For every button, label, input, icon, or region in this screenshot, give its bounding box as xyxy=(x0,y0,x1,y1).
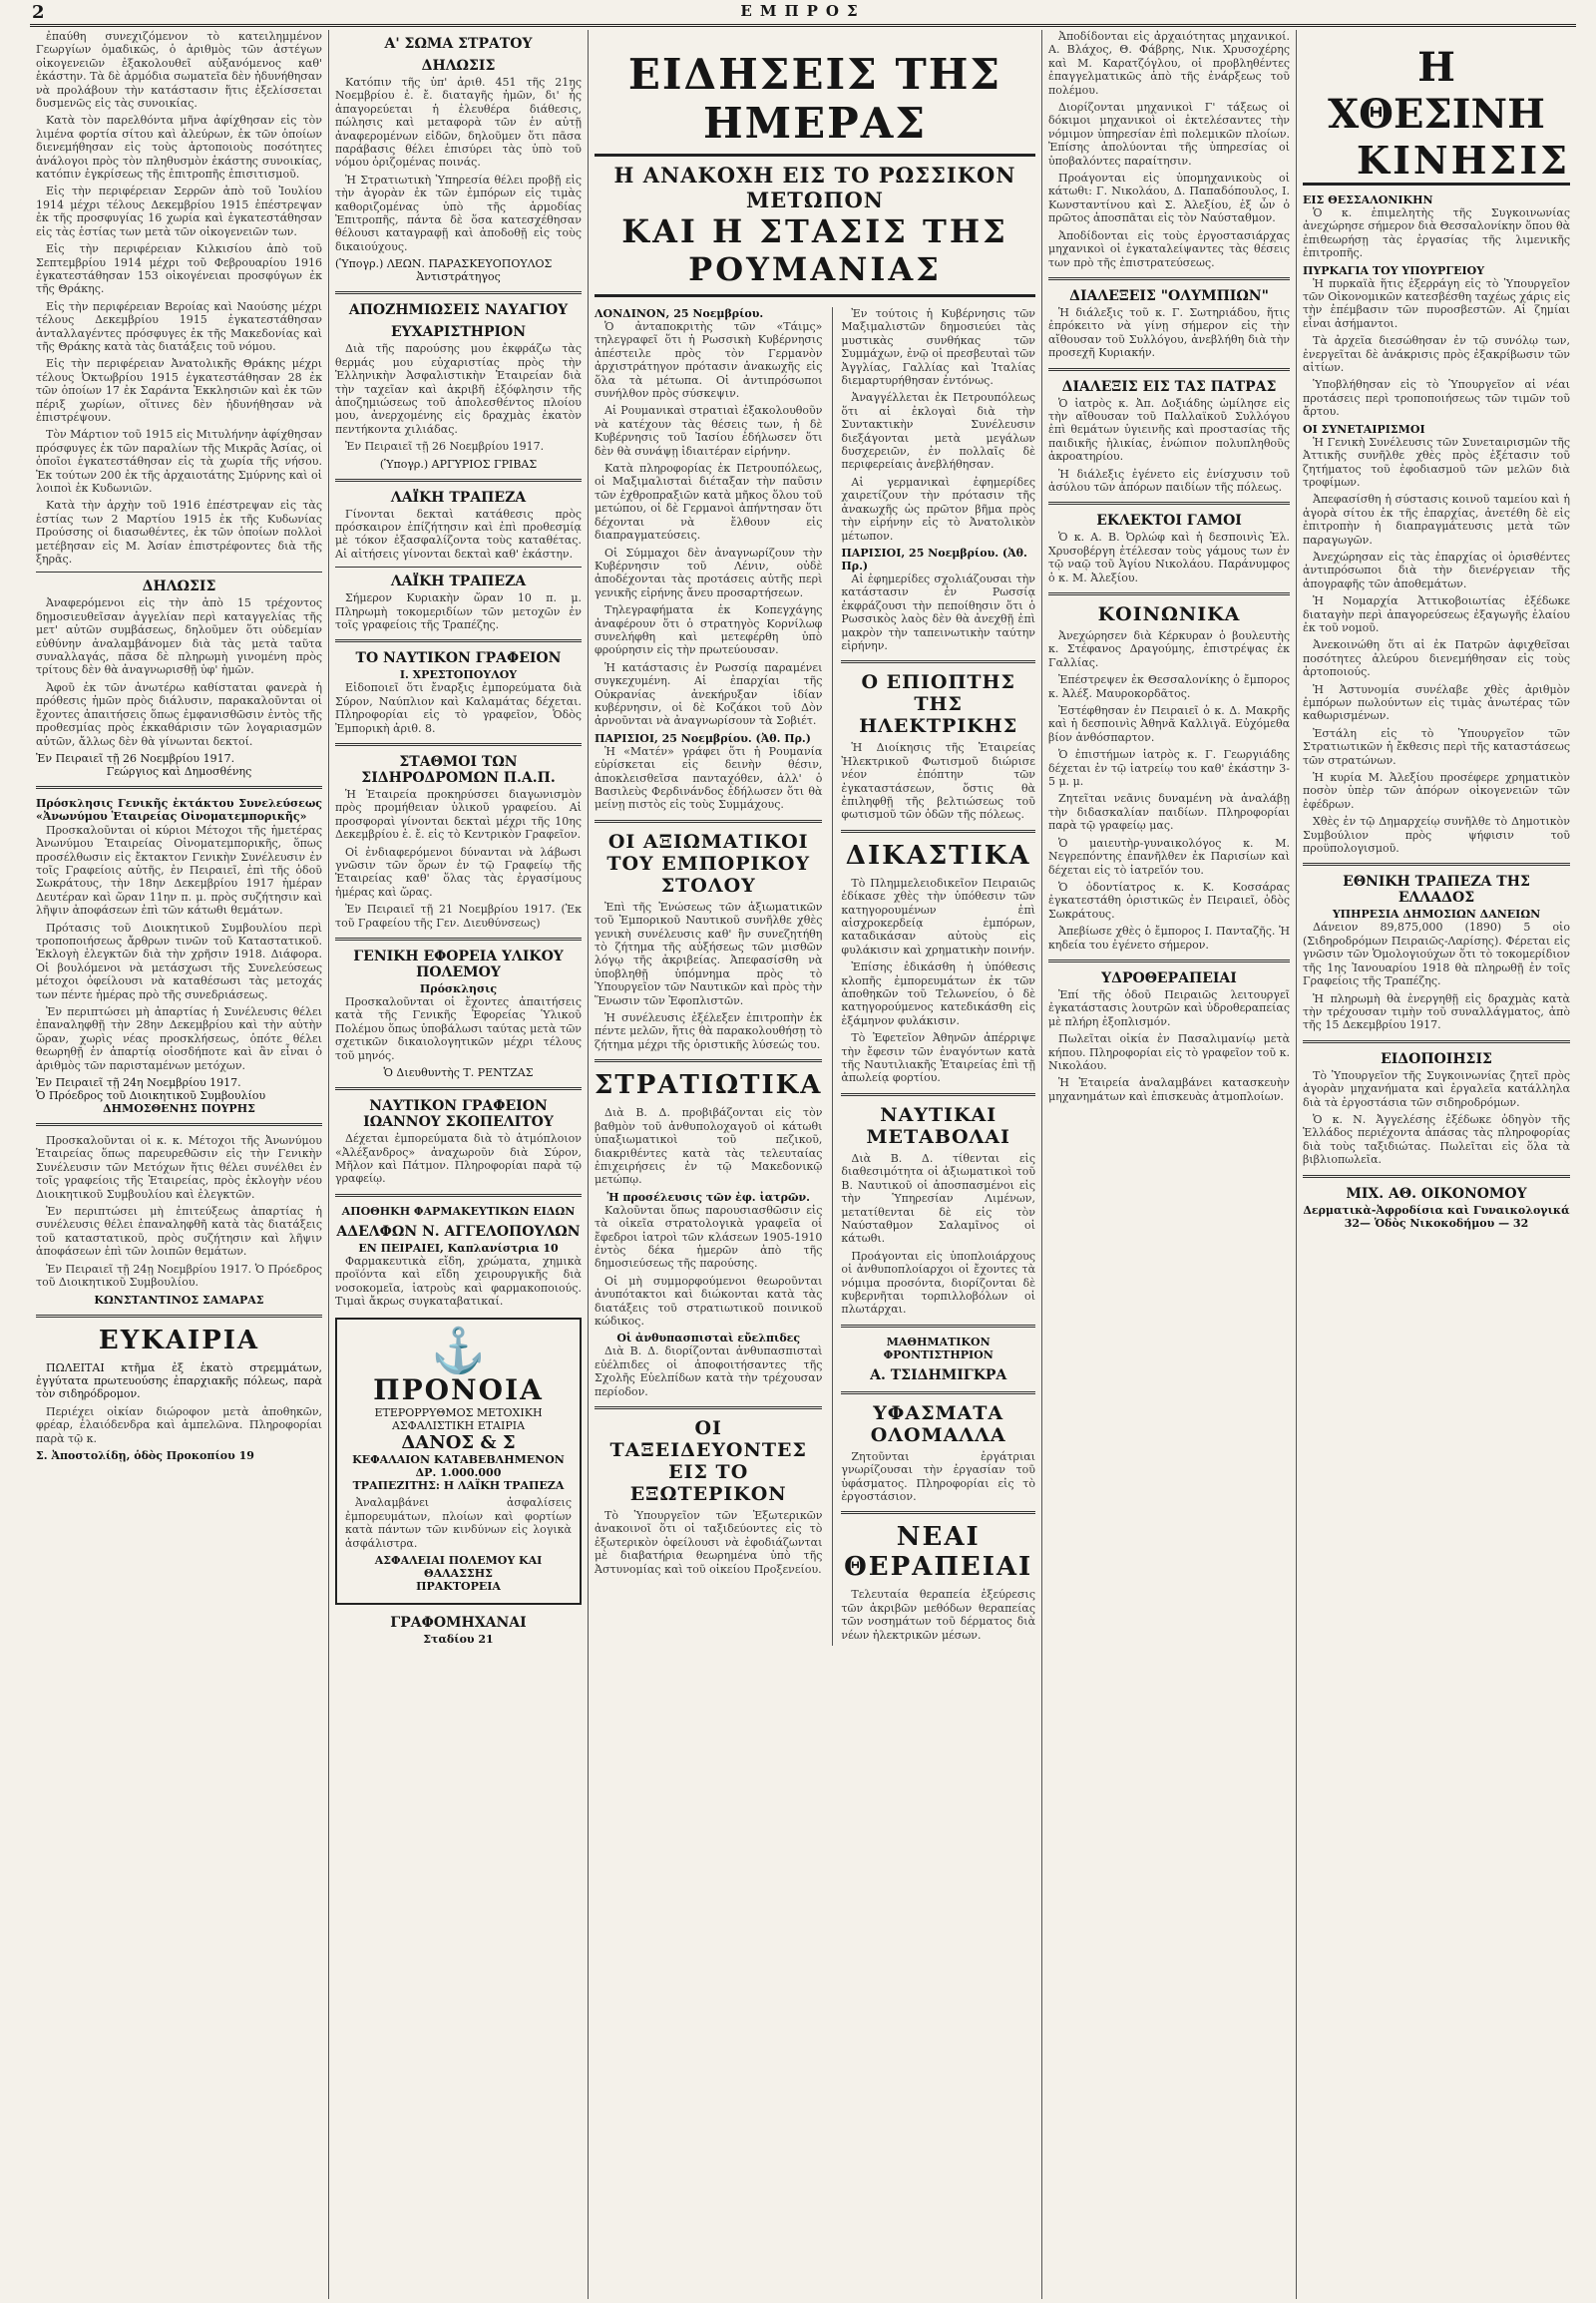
naftikon1-name: Ι. ΧΡΕΣΤΟΠΟΥΛΟΥ xyxy=(399,668,518,682)
sign-parask: (Ὑπογρ.) ΛΕΩΝ. ΠΑΡΑΣΚΕΥΟΠΟΥΛΟΣ xyxy=(335,257,553,271)
pharmaka-addr: ΕΝ ΠΕΙΡΑΙΕΙ, Καπλανίστρια 10 xyxy=(358,1241,559,1255)
kinisis-title2: ΚΙΝΗΣΙΣ xyxy=(1303,138,1570,186)
news-subtitle2: ΚΑΙ Η ΣΤΑΣΙΣ ΤΗΣ ΡΟΥΜΑΝΙΑΣ xyxy=(595,212,1035,297)
ethniki-sub: ΥΠΗΡΕΣΙΑ ΔΗΜΟΣΙΩΝ ΔΑΝΕΙΩΝ xyxy=(1332,908,1541,922)
laiki1-heading: ΛΑΪΚΗ ΤΡΑΠΕΖΑ xyxy=(390,489,527,506)
signature-pouris: ΔΗΜΟΣΘΕΝΗΣ ΠΟΥΡΗΣ xyxy=(103,1102,255,1116)
sign-parask-title: Ἀντιστράτηγος xyxy=(416,270,501,284)
genikh-eforeia-heading: ΓΕΝΙΚΗ ΕΦΟΡΕΙΑ ΥΛΙΚΟΥ ΠΟΛΕΜΟΥ xyxy=(353,949,564,981)
h-diaskepseis: ΔΙΑΛΕΞΕΙΣ "ΟΛΥΜΠΙΩΝ" xyxy=(1069,287,1269,304)
column-1: ἐπαύθη συνεχιζόμενον τὸ κατειλημμένον Γεωργίων ὁμαδικῶς, ὁ ἀριθμὸς τῶν ἀστέγων οἰκογενειῶν ἐξακολουθεῖ αὐξανόμενος καθ' ἑκάστην. Τὰ δὲ ἀρμόδια σωματεῖα δὲν ἠδυνήθησαν νὰ προλάβουν τὴν κατάστασιν ἥτις ἐξελίσσεται δυσμενῶς εἰς τὰς συνοικίας. Κατὰ τὸν παρελθόντα μῆνα ἀφίχθησαν εἰς τὸν λιμένα φορτία σίτου καὶ ἀλεύρων, ἐκ τῶν ὁποίων διενεμήθησαν εἰς τοὺς ἀρτοποιοὺς ποσότητες ἀνάλογοι πρὸς τὸν πληθυσμὸν ἑκάστης συνοικίας, κατόπιν ἐγκρίσεως τῆς ἐπιτροπῆς ἐπισιτισμοῦ. Εἰς τὴν περιφέρειαν Σερρῶν ἀπὸ τοῦ Ἰουλίου 1914 μέχρι τέλους Δεκεμβρίου 1915 ἐπέστρεψαν ἐκ τῆς προσφυγίας 16 χωρία καὶ ἐγκατεστάθησαν εἰς τὰς ἑστίας των μετὰ τῶν οἰκογενειῶν των. Εἰς τὴν περιφέρειαν Κιλκισίου ἀπὸ τοῦ Σεπτεμβρίου 1914 μέχρι τοῦ Φεβρουαρίου 1916 ἐγκατεστάθησαν 153 οἰκογένειαι προσφύγων ἐκ τῆς Θράκης. Εἰς τὴν περιφέρειαν Βεροίας καὶ Ναούσης μέχρι τέλους Δεκεμβρίου 1915 ἐγκατεστάθησαν ἀνταλλαγέντες πρόσφυγες ἐκ τῆς Μακεδονίας καὶ τῆς Θράκης κατὰ τὰς διατάξεις τοῦ νόμου. Εἰς τὴν περιφέρειαν Ἀνατολικῆς Θράκης μέχρι τέλους Ὀκτωβρίου 1915 ἐγκατεστάθησαν 28 ἐκ τῶν ὁποίων 17 ἐκ Σαράντα Ἐκκλησιῶν καὶ ἐκ τῶν πέριξ χωρίων, οἵτινες δὲν ἠδυνήθησαν νὰ ἐπιστρέψουν. Τὸν Μάρτιον τοῦ 1915 εἰς Μιτυλήνην ἀφίχθησαν πρόσφυγες ἐκ τῶν παραλίων τῆς Μικρᾶς Ἀσίας, οἱ ὁποῖοι ἐγκατεστάθησαν εἰς τὰ χωρία τῆς νήσου. Ἐκ τούτων 200 ἐκ τῆς ἀρχαιοτάτης Σμύρνης καὶ οἱ λοιποὶ ἐκ Κυδωνιῶν. Κατὰ τὴν ἀρχὴν τοῦ 1916 ἐπέστρεψαν εἰς τὰς ἑστίας των 2 Μαρτίου 1915 ἐκ τῆς Κυδωνίας Προύσσης οἱ διασωθέντες, ἐκ τῶν ὁποίων πολλοὶ μετέβησαν εἰς Μ. Ἀσίαν ἐπιστρέφοντες διὰ τῆς ξηρᾶς. ΔΗΛΩΣΙΣ Ἀναφερόμενοι εἰς τὴν ἀπὸ 15 τρέχοντος δημοσιευθεῖσαν ἀγγελίαν περὶ καταγγελίας τῆς μετ' αὐτῶν συμβάσεως, δηλοῦμεν ὅτι οὐδεμίαν εὐθύνην ἀναλαμβάνομεν διὰ τὰς μετὰ ταῦτα συναλλαγάς, πᾶσα δὲ πληρωμὴ γινομένη πρὸς τρίτους δὲν θὰ ἀναγνωρισθῇ ὑφ' ἡμῶν. Ἀφοῦ ἐκ τῶν ἀνωτέρω καθίσταται φανερὰ ἡ πρόθεσις ἡμῶν πρὸς διάλυσιν, παρακαλοῦνται οἱ ἔχοντες ἀπαιτήσεις ὅπως ἐμφανισθῶσιν ἐντὸς τῆς προθεσμίας πρὸς ἐκκαθάρισιν τῶν λογαριασμῶν αὐτῶν, ἄλλως δὲν θὰ γίνωνται δεκτοί. Ἐν Πειραιεῖ τῇ 26 Νοεμβρίου 1917. Γεώργιος καὶ Δημοσθένης Πρόσκλησις Γενικῆς ἐκτάκτου Συνελεύσεως «Ἀνωνύμου Ἑταιρείας Οἰνοματεμπορικῆς» Προσκαλοῦνται οἱ κύριοι Μέτοχοι τῆς ἡμετέρας Ἀνωνύμου Ἑταιρείας Οἰνοματεμπορικῆς, ὅπως προσέλθωσιν εἰς ἔκτακτον Γενικὴν Συνέλευσιν ἐν τοῖς Γραφείοις αὐτῆς, ἐν Πειραιεῖ, ἐπὶ τῆς ὁδοῦ Σωκράτους, τὴν 18ην Δεκεμβρίου 1917 ἡμέραν Δευτέραν καὶ ὥραν 11ην π. μ. πρὸς συζήτησιν καὶ λῆψιν ἀποφάσεων ἐπὶ τῶν κάτωθι θεμάτων. Πρότασις τοῦ Διοικητικοῦ Συμβουλίου περὶ τροποποιήσεως ἄρθρων τινῶν τοῦ Καταστατικοῦ. Ἐκλογὴ ἐλεγκτῶν διὰ τὴν χρῆσιν 1918. Διάφορα. Οἱ βουλόμενοι νὰ μετάσχωσι τῆς Συνελεύσεως μέτοχοι ὀφείλουσι νὰ καταθέσωσι τὰς μετοχάς των πέντε ἡμέρας πρὸ τῆς συνεδριάσεως. Ἐν περιπτώσει μὴ ἀπαρτίας ἡ Συνέλευσις θέλει ἐπαναληφθῇ τὴν 28ην Δεκεμβρίου καὶ τὴν αὐτὴν ὥραν, χωρὶς νέας προσκλήσεως, ὁπότε θέλει θεωρηθῇ ἐν ἀπαρτίᾳ οἱοσδήποτε καὶ ἂν εἶναι ὁ ἀριθμὸς τῶν παρισταμένων μετόχων. Ἐν Πειραιεῖ τῇ 24η Νοεμβρίου 1917. Ὁ Πρόεδρος τοῦ Διοικητικοῦ Συμβουλίου ΔΗΜΟΣΘΕΝΗΣ ΠΟΥΡΗΣ Προσκαλοῦνται οἱ κ. κ. Μέτοχοι τῆς Ἀνωνύμου Ἑταιρείας ὅπως παρευρεθῶσιν εἰς τὴν Γενικὴν Συνέλευσιν τῶν Μετόχων ἥτις θέλει συνέλθει ἐν τοῖς γραφείοις τῆς Ἑταιρείας, πρὸς ἐκλογὴν νέου Διοικητικοῦ Συμβουλίου καὶ ἐλεγκτῶν. Ἐν περιπτώσει μὴ ἐπιτεύξεως ἀπαρτίας ἡ συνέλευσις θέλει ἐπαναληφθῆ κατὰ τὰς διατάξεις τοῦ καταστατικοῦ, πρὸς συζήτησιν καὶ λῆψιν ἀποφάσεων ἐπὶ τῶν λοιπῶν θεμάτων. Ἐν Πειραιεῖ τῇ 24ῃ Νοεμβρίου 1917. Ὁ Πρόεδρος τοῦ Διοικητικοῦ Συμβουλίου. ΚΩΝΣΤΑΝΤΙΝΟΣ ΣΑΜΑΡΑΣ ΕΥΚΑΙΡΙΑ ΠΩΛΕΙΤΑΙ κτῆμα ἐξ ἑκατὸ στρεμμάτων, ἐγγύτατα πρωτευούσης ἐπαρχιακῆς πόλεως, παρὰ τὸν σιδηρόδρομον. Περιέχει οἰκίαν διώροφον μετὰ ἀποθηκῶν, φρέαρ, ἐλαιόδενδρα καὶ ἀμπελῶνα. Πληροφορίαι παρὰ τῷ κ. Σ. Ἀποστολίδῃ, ὁδὸς Προκοπίου 19 xyxy=(30,30,329,2299)
h-syntagmatarxis: ΟΙ ΣΥΝΕΤΑΙΡΙΣΜΟΙ xyxy=(1303,422,1425,436)
apozimioseis-heading: ΑΠΟΖΗΜΙΩΣΕΙΣ ΝΑΥΑΓΙΟΥ xyxy=(348,302,569,319)
graph-title: ΓΡΑΦΟΜΗΧΑΝΑΙ xyxy=(390,1614,527,1631)
newspaper-page xyxy=(30,0,1576,2303)
h-taxideuontes: ΟΙ ΤΑΞΕΙΔΕΥΟΝΤΕΣ ΕΙΣ ΤΟ ΕΞΩΤΕΡΙΚΟΝ xyxy=(609,1417,807,1505)
h-dikastika: ΔΙΚΑΣΤΙΚΑ xyxy=(845,840,1031,871)
masthead xyxy=(30,4,1576,27)
pronoia-sub: ΕΤΕΡΟΡΡΥΘΜΟΣ ΜΕΤΟΧΙΚΗ ΑΣΦΑΛΙΣΤΙΚΗ ΕΤΑΙΡΙΑ xyxy=(374,1406,543,1433)
h-axiomatikoi: ΟΙ ΑΞΙΩΜΑΤΙΚΟΙ ΤΟΥ ΕΜΠΟΡΙΚΟΥ ΣΤΟΛΟΥ xyxy=(606,830,811,897)
pronoia-office: ΠΡΑΚΤΟΡΕΙΑ xyxy=(416,1579,501,1593)
pronoia-ad: ⚓ ΠΡΟΝΟΙΑ ΕΤΕΡΟΡΡΥΘΜΟΣ ΜΕΤΟΧΙΚΗ ΑΣΦΑΛΙΣΤΙΚΗ ΕΤΑΙΡΙΑ ΔΑΝΟΣ & Σ ΚΕΦΑΛΑΙΟΝ ΚΑΤΑΒΕΒΛΗΜΕΝΟΝ ΔΡ. 1.000.000 ΤΡΑΠΕΖΙΤΗΣ: Η ΛΑΪΚΗ ΤΡΑΠΕΖΑ Ἀναλαμβάνει ἀσφαλίσεις ἐμπορευμάτων, πλοίων καὶ φορτίων κατὰ πάντων τῶν κινδύνων εἰς λογικὰ ἀσφάλιστρα. ΑΣΦΑΛΕΙΑΙ ΠΟΛΕΜΟΥ ΚΑΙ ΘΑΛΑΣΣΗΣ ΠΡΑΚΤΟΡΕΙΑ xyxy=(335,1318,582,1605)
signature-1: Γεώργιος καὶ Δημοσθένης xyxy=(106,764,252,778)
dilosis-heading: ΔΗΛΩΣΙΣ xyxy=(142,578,216,595)
news-title: ΕΙΔΗΣΕΙΣ ΤΗΣ ΗΜΕΡΑΣ xyxy=(595,50,1035,157)
column-2: Α' ΣΩΜΑ ΣΤΡΑΤΟΥ ΔΗΛΩΣΙΣ Κατόπιν τῆς ὑπ' ἀριθ. 451 τῆς 21ης Νοεμβρίου ἐ. ἔ. διαταγῆς ἡμῶν, δι' ἧς ἀπαγορεύεται ἡ ἐλευθέρα διάθεσις, πώλησις καὶ μεταφορὰ τῶν ἐν αὐτῇ ἀναφερομένων εἰδῶν, δηλοῦμεν ὅτι πᾶσα παράβασις θέλει ἐπισύρει τὰς ὑπὸ τοῦ νόμου ὁριζομένας ποινάς. Ἡ Στρατιωτικὴ Ὑπηρεσία θέλει προβῇ εἰς τὴν ἀγορὰν ἐκ τῶν ἐμπόρων εἰς τιμὰς καθοριζομένας ὑπὸ τῆς ἁρμοδίας Ἐπιτροπῆς, πάντα δὲ ὅσα κατεσχέθησαν θέλουσι καταγραφῇ καὶ ἀποδοθῇ εἰς τοὺς δικαιούχους. (Ὑπογρ.) ΛΕΩΝ. ΠΑΡΑΣΚΕΥΟΠΟΥΛΟΣ Ἀντιστράτηγος ΑΠΟΖΗΜΙΩΣΕΙΣ ΝΑΥΑΓΙΟΥ ΕΥΧΑΡΙΣΤΗΡΙΟΝ Διὰ τῆς παρούσης μου ἐκφράζω τὰς θερμάς μου εὐχαριστίας πρὸς τὴν Ἑλληνικὴν Ἀσφαλιστικὴν Ἑταιρείαν διὰ τὴν ταχεῖαν καὶ ἀκριβῆ ἐξόφλησιν τῆς ἀποζημιώσεως τοῦ ἀπολεσθέντος πλοίου μου, ἀνερχομένης εἰς δραχμὰς ἑκατὸν πεντήκοντα χιλιάδας. Ἐν Πειραιεῖ τῇ 26 Νοεμβρίου 1917. (Ὑπογρ.) ΑΡΓΥΡΙΟΣ ΓΡΙΒΑΣ ΛΑΪΚΗ ΤΡΑΠΕΖΑ Γίνονται δεκταὶ κατάθεσις πρὸς πρόσκαιρον ἐπίζήτησιν καὶ ἐπὶ προθεσμίᾳ μὲ τόκον ἐξασφαλίζοντα τοὺς καταθέτας. Αἱ αἰτήσεις γίνονται δεκταὶ καθ' ἑκάστην. ΛΑΪΚΗ ΤΡΑΠΕΖΑ Σήμερον Κυριακὴν ὥραν 10 π. μ. Πληρωμὴ τοκομεριδίων τῶν μετοχῶν ἐν τοῖς γραφείοις τῆς Τραπέζης. ΤΟ ΝΑΥΤΙΚΟΝ ΓΡΑΦΕΙΟΝ Ι. ΧΡΕΣΤΟΠΟΥΛΟΥ Εἰδοποιεῖ ὅτι ἔναρξις ἐμπορεύματα διὰ Σύρον, Ναύπλιον καὶ Καλαμάτας δέχεται. Πληροφορίαι εἰς τὸ γραφεῖον, Ὁδὸς Ἐμπορικὴ ἀριθ. 8. ΣΤΑΘΜΟΙ ΤΩΝ ΣΙΔΗΡΟΔΡΟΜΩΝ Π.Α.Π. Ἡ Ἑταιρεία προκηρύσσει διαγωνισμὸν πρὸς προμήθειαν ὑλικοῦ γραφείου. Αἱ προσφοραὶ γίνονται δεκταὶ μέχρι τῆς 10ης Δεκεμβρίου ἐ. ἔ. εἰς τὸ Κεντρικὸν Γραφεῖον. Οἱ ἐνδιαφερόμενοι δύνανται νὰ λάβωσι γνῶσιν τῶν ὅρων ἐν τῷ Γραφείῳ τῆς Ἑταιρείας καθ' ὅλας τὰς ἐργασίμους ἡμέρας καὶ ὥρας. Ἐν Πειραιεῖ τῇ 21 Νοεμβρίου 1917. (Ἐκ τοῦ Γραφείου τῆς Γεν. Διευθύνσεως) ΓΕΝΙΚΗ ΕΦΟΡΕΙΑ ΥΛΙΚΟΥ ΠΟΛΕΜΟΥ Πρόσκλησις Προσκαλοῦνται οἱ ἔχοντες ἀπαιτήσεις κατὰ τῆς Γενικῆς Ἐφορείας Ὑλικοῦ Πολέμου ὅπως ὑποβάλωσι ταύτας μετὰ τῶν σχετικῶν δικαιολογητικῶν μέχρι τέλους τοῦ μηνός. Ὁ Διευθυντὴς Τ. ΡΕΝΤΖΑΣ ΝΑΥΤΙΚΟΝ ΓΡΑΦΕΙΟΝ ΙΩΑΝΝΟΥ ΣΚΟΠΕΛΙΤΟΥ Δέχεται ἐμπορεύματα διὰ τὸ ἀτμόπλοιον «Ἀλέξανδρος» ἀναχωροῦν διὰ Σύρον, Μῆλον καὶ Πάτμον. Πληροφορίαι παρὰ τῷ γραφείῳ. ΑΠΟΘΗΚΗ ΦΑΡΜΑΚΕΥΤΙΚΩΝ ΕΙΔΩΝ ΑΔΕΛΦΩΝ Ν. ΑΓΓΕΛΟΠΟΥΛΩΝ ΕΝ ΠΕΙΡΑΙΕΙ, Καπλανίστρια 10 Φαρμακευτικὰ εἴδη, χρώματα, χημικὰ προϊόντα καὶ εἴδη χειρουργικῆς διὰ νοσοκομεῖα, ἰατροὺς καὶ φαρμακοποιούς. Τιμαὶ ἄκρως συγκαταβατικαί. ⚓ ΠΡΟΝΟΙΑ ΕΤΕΡΟΡΡΥΘΜΟΣ ΜΕΤΟΧΙΚΗ ΑΣΦΑΛΙΣΤΙΚΗ ΕΤΑΙΡΙΑ ΔΑΝΟΣ & Σ ΚΕΦΑΛΑΙΟΝ ΚΑΤΑΒΕΒΛΗΜΕΝΟΝ ΔΡ. 1.000.000 ΤΡΑΠΕΖΙΤΗΣ: Η ΛΑΪΚΗ ΤΡΑΠΕΖΑ Ἀναλαμβάνει ἀσφαλίσεις ἐμπορευμάτων, πλοίων καὶ φορτίων κατὰ πάντων τῶν κινδύνων εἰς λογικὰ ἀσφάλιστρα. ΑΣΦΑΛΕΙΑΙ ΠΟΛΕΜΟΥ ΚΑΙ ΘΑΛΑΣΣΗΣ ΠΡΑΚΤΟΡΕΙΑ ΓΡΑΦΟΜΗΧΑΝΑΙ Σταδίου 21 xyxy=(329,30,589,2299)
page-number: 2 xyxy=(32,2,45,23)
dateline-paris2: ΠΑΡΙΣΙΟΙ, 25 Νοεμβρίου. (Ἀθ. Πρ.) xyxy=(841,546,1027,573)
pharmaka-heading: ΑΠΟΘΗΚΗ ΦΑΡΜΑΚΕΥΤΙΚΩΝ ΕΙΔΩΝ xyxy=(341,1204,576,1218)
president-board: Ὁ Πρόεδρος τοῦ Διοικητικοῦ Συμβουλίου xyxy=(36,1089,266,1103)
pronoia-capital: ΚΕΦΑΛΑΙΟΝ ΚΑΤΑΒΕΒΛΗΜΕΝΟΝ ΔΡ. 1.000.000 xyxy=(352,1453,565,1480)
h-hydroth: ΥΔΡΟΘΕΡΑΠΕΙΑΙ xyxy=(1101,969,1237,986)
h-stratiotika: ΣΤΡΑΤΙΩΤΙΚΑ xyxy=(595,1070,823,1101)
efkairia-heading: ΕΥΚΑΙΡΙΑ xyxy=(98,1325,260,1355)
h-thessaloniki: ΕΙΣ ΘΕΣΣΑΛΟΝΙΚΗΝ xyxy=(1303,193,1433,206)
sign-grivas: (Ὑπογρ.) ΑΡΓΥΡΙΟΣ ΓΡΙΒΑΣ xyxy=(379,457,538,471)
h-ethniki: ΕΘΝΙΚΗ ΤΡΑΠΕΖΑ ΤΗΣ ΕΛΛΑΔΟΣ xyxy=(1343,874,1530,907)
h-epopteia: Ο ΕΠΙΟΠΤΗΣ ΤΗΣ ΗΛΕΚΤΡΙΚΗΣ xyxy=(859,671,1018,738)
column-5: Η ΧΘΕΣΙΝΗ ΚΙΝΗΣΙΣ ΕΙΣ ΘΕΣΣΑΛΟΝΙΚΗΝ Ὁ κ. ἐπιμελητὴς τῆς Συγκοινωνίας ἀνεχώρησε σήμερον διὰ Θεσσαλονίκην ὅπου θὰ ἐπιθεωρήσῃ τὰς ἐργασίας τῆς λιμενικῆς ἐπιτροπῆς. ΠΥΡΚΑΓΙΑ ΤΟΥ ΥΠΟΥΡΓΕΙΟΥ Ἡ πυρκαϊὰ ἥτις ἐξερράγη εἰς τὸ Ὑπουργεῖον τῶν Οἰκονομικῶν κατεσβέσθη ταχέως χάρις εἰς τὴν ἐπέμβασιν τῶν πυροσβεστῶν. Αἱ ζημίαι εἶναι ἀσήμαντοι. Τὰ ἀρχεῖα διεσώθησαν ἐν τῷ συνόλῳ των, ἐνεργεῖται δὲ ἀνάκρισις πρὸς ἐξακρίβωσιν τῶν αἰτίων. Ὑποβλήθησαν εἰς τὸ Ὑπουργεῖον αἱ νέαι προτάσεις περὶ τροποποιήσεως τῶν τιμῶν τοῦ ἄρτου. ΟΙ ΣΥΝΕΤΑΙΡΙΣΜΟΙ Ἡ Γενικὴ Συνέλευσις τῶν Συνεταιρισμῶν τῆς Ἀττικῆς συνῆλθε χθὲς πρὸς ἐξέτασιν τοῦ ζητήματος τοῦ ἐφοδιασμοῦ τῶν μελῶν διὰ τροφίμων. Ἀπεφασίσθη ἡ σύστασις κοινοῦ ταμείου καὶ ἡ ἀγορὰ σίτου ἐκ τῆς ἐπαρχίας, ἀνετέθη δὲ εἰς ἐπιτροπὴν ἡ διαπραγμάτευσις μετὰ τῶν παραγωγῶν. Ἀνεχώρησαν εἰς τὰς ἐπαρχίας οἱ ὁρισθέντες ἀντιπρόσωποι διὰ τὴν διενέργειαν τῆς ἀπογραφῆς τῶν ἀποθεμάτων. Ἡ Νομαρχία Ἀττικοβοιωτίας ἐξέδωκε διαταγὴν περὶ ἀπαγορεύσεως ἐξαγωγῆς ἐλαίου ἐκ τοῦ νομοῦ. Ἀνεκοινώθη ὅτι αἱ ἐκ Πατρῶν ἀφιχθεῖσαι ποσότητες ἀλεύρου διενεμήθησαν εἰς τοὺς ἀρτοποιούς. Ἡ Ἀστυνομία συνέλαβε χθὲς ἀριθμὸν ἐμπόρων πωλούντων εἰς τιμὰς ἀνωτέρας τῶν καθωρισμένων. Ἐστάλη εἰς τὸ Ὑπουργεῖον τῶν Στρατιωτικῶν ἡ ἔκθεσις περὶ τῆς καταστάσεως τῶν στρατώνων. Ἡ κυρία Μ. Ἀλεξίου προσέφερε χρηματικὸν ποσὸν ὑπὲρ τῶν ἀπόρων οἰκογενειῶν τῶν ἐφέδρων. Χθὲς ἐν τῷ Δημαρχείῳ συνῆλθε τὸ Δημοτικὸν Συμβούλιον πρὸς ψήφισιν τοῦ προϋπολογισμοῦ. ΕΘΝΙΚΗ ΤΡΑΠΕΖΑ ΤΗΣ ΕΛΛΑΔΟΣ ΥΠΗΡΕΣΙΑ ΔΗΜΟΣΙΩΝ ΔΑΝΕΙΩΝ Δάνειον 89,875,000 (1890) 5 οἰο (Σιδηροδρόμων Πειραιῶς-Λαρίσης). Φέρεται εἰς γνῶσιν τῶν Ὁμολογιούχων ὅτι τὸ τοκομερίδιον τῆς 1ης Ἰανουαρίου 1918 θὰ πληρωθῇ ἐν τοῖς Γραφείοις τῆς Τραπέζης. Ἡ πληρωμὴ θὰ ἐνεργηθῇ εἰς δραχμὰς κατὰ τὴν τρέχουσαν τιμὴν τοῦ συναλλάγματος, ἀπὸ τῆς 15 Δεκεμβρίου 1917. ΕΙΔΟΠΟΙΗΣΙΣ Τὸ Ὑπουργεῖον τῆς Συγκοινωνίας ζητεῖ πρὸς ἀγορὰν μηχανήματα καὶ ἐργαλεῖα κατάλληλα διὰ τὰ ἐργοστάσια τῶν σιδηροδρόμων. Ὁ κ. Ν. Ἀγγελέσης ἐξέδωκε ὁδηγὸν τῆς Ἑλλάδος περιέχοντα ἀπάσας τὰς πληροφορίας διὰ τοὺς ταξιδιώτας. Πωλεῖται εἰς ὅλα τὰ βιβλιοπωλεῖα. ΜΙΧ. ΑΘ. ΟΙΚΟΝΟΜΟΥ Δερματικὰ-Ἀφροδίσια καὶ Γυναικολογικά 32— Ὁδὸς Νικοκοδήμου — 32 xyxy=(1303,44,1570,1230)
sidirodromon-heading: ΣΤΑΘΜΟΙ ΤΩΝ ΣΙΔΗΡΟΔΡΟΜΩΝ Π.Α.Π. xyxy=(361,754,556,786)
oikonomou-name: ΜΙΧ. ΑΘ. ΟΙΚΟΝΟΜΟΥ xyxy=(1346,1185,1527,1202)
news-subtitle1: Η ΑΝΑΚΟΧΗ ΕΙΣ ΤΟ ΡΩΣΣΙΚΟΝ ΜΕΤΩΠΟΝ xyxy=(613,163,1016,212)
pronoia-title: ΠΡΟΝΟΙΑ xyxy=(373,1373,544,1407)
dateline-paris: ΠΑΡΙΣΙΟΙ, 25 Νοεμβρίου. (Ἀθ. Πρ.) xyxy=(595,731,811,745)
address-end: Σ. Ἀποστολίδῃ, ὁδὸς Προκοπίου 19 xyxy=(36,1448,254,1462)
pharmaka-name: ΑΔΕΛΦΩΝ Ν. ΑΓΓΕΛΟΠΟΥΛΩΝ xyxy=(336,1223,581,1240)
pronoia-insurance: ΑΣΦΑΛΕΙΑΙ ΠΟΛΕΜΟΥ ΚΑΙ ΘΑΛΑΣΣΗΣ xyxy=(374,1553,543,1580)
date-nov24: Ἐν Πειραιεῖ τῇ 24η Νοεμβρίου 1917. xyxy=(36,1076,241,1090)
column-3: ΕΙΔΗΣΕΙΣ ΤΗΣ ΗΜΕΡΑΣ Η ΑΝΑΚΟΧΗ ΕΙΣ ΤΟ ΡΩΣΣΙΚΟΝ ΜΕΤΩΠΟΝ ΚΑΙ Η ΣΤΑΣΙΣ ΤΗΣ ΡΟΥΜΑΝΙΑΣ ΛΟΝΔΙΝΟΝ, 25 Νοεμβρίου. Ὁ ἀνταποκριτὴς τῶν «Τάιμς» τηλεγραφεῖ ὅτι ἡ Ρωσσικὴ Κυβέρνησις ἀπέστειλε πρὸς τὸν Γερμανὸν ἀρχιστράτηγον πρότασιν ἀνακωχῆς εἰς ὅλα τὰ μέτωπα. Οἱ ἀντιπρόσωποι συνήλθον πρὸς σύσκεψιν. Αἱ Ρουμανικαὶ στρατιαὶ ἐξακολουθοῦν νὰ κατέχουν τὰς θέσεις των, ἡ δὲ Κυβέρνησις τοῦ Ἰασίου ἐδήλωσεν ὅτι δὲν θὰ συνάψῃ ἰδιαιτέραν εἰρήνην. Κατὰ πληροφορίας ἐκ Πετρουπόλεως, οἱ Μαξιμαλισταὶ διέταξαν τὴν παῦσιν τῶν ἐχθροπραξιῶν κατὰ μῆκος ὅλου τοῦ μετώπου, οἱ δὲ Γερμανοὶ ἀπήντησαν ὅτι δέχονται νὰ ἔλθουν εἰς διαπραγματεύσεις. Οἱ Σύμμαχοι δὲν ἀναγνωρίζουν τὴν Κυβέρνησιν τοῦ Λένιν, οὐδὲ ἀποδέχονται τὰς προτάσεις αὐτῆς περὶ γενικῆς εἰρήνης ἄνευ προσαρτήσεων. Τηλεγραφήματα ἐκ Κοπεγχάγης ἀναφέρουν ὅτι ὁ στρατηγὸς Κορνίλωφ συνελήφθη καὶ μετεφέρθη ὑπὸ φρούρησιν εἰς τὴν πρωτεύουσαν. Ἡ κατάστασις ἐν Ρωσσίᾳ παραμένει συγκεχυμένη. Αἱ ἐπαρχίαι τῆς Οὐκρανίας ἀνεκήρυξαν ἰδίαν κυβέρνησιν, οἱ δὲ Κοζάκοι τοῦ Δὸν ἀρνοῦνται νὰ ἀναγνωρίσουν τὰ Σοβιέτ. ΠΑΡΙΣΙΟΙ, 25 Νοεμβρίου. (Ἀθ. Πρ.) Ἡ «Ματέν» γράφει ὅτι ἡ Ρουμανία εὑρίσκεται εἰς δεινὴν θέσιν, ἀποκλεισθεῖσα πανταχόθεν, ἀλλ' ὁ Βασιλεὺς Φερδινάνδος ἐδήλωσεν ὅτι θὰ μείνῃ πιστὸς εἰς τοὺς Συμμάχους. ΟΙ ΑΞΙΩΜΑΤΙΚΟΙ ΤΟΥ ΕΜΠΟΡΙΚΟΥ ΣΤΟΛΟΥ Ἐπὶ τῆς Ἑνώσεως τῶν ἀξιωματικῶν τοῦ Ἐμπορικοῦ Ναυτικοῦ συνῆλθε χθὲς γενικὴ συνέλευσις καθ' ἣν συνεζητήθη τὸ ζήτημα τῆς αὐξήσεως τῶν μισθῶν λόγῳ τῆς ἀκριβείας. Ἀπεφασίσθη νὰ ὑποβληθῇ ὑπόμνημα πρὸς τὸ Ὑπουργεῖον τῶν Ναυτικῶν καὶ πρὸς τὴν Ἕνωσιν τῶν Ἐφοπλιστῶν. Ἡ συνέλευσις ἐξέλεξεν ἐπιτροπὴν ἐκ πέντε μελῶν, ἥτις θὰ παρακολουθήσῃ τὸ ζήτημα μέχρι τῆς ὁριστικῆς λύσεώς του. ΣΤΡΑΤΙΩΤΙΚΑ Διὰ Β. Δ. προβιβάζονται εἰς τὸν βαθμὸν τοῦ ἀνθυπολοχαγοῦ οἱ κάτωθι ὑπαξιωματικοὶ τοῦ πεζικοῦ, διακριθέντες κατὰ τὰς τελευταίας ἐπιχειρήσεις ἐν τῷ Μακεδονικῷ μετώπῳ. Ἡ προσέλευσις τῶν ἐφ. ἰατρῶν. Καλοῦνται ὅπως παρουσιασθῶσιν εἰς τὰ οἰκεῖα στρατολογικὰ γραφεῖα οἱ ἔφεδροι ἰατροὶ τῶν κλάσεων 1905-1910 ἐντὸς δέκα ἡμερῶν ἀπὸ τῆς δημοσιεύσεως τῆς παρούσης. Οἱ μὴ συμμορφούμενοι θεωροῦνται ἀνυπότακτοι καὶ διώκονται κατὰ τὰς διατάξεις τοῦ στρατιωτικοῦ ποινικοῦ κώδικος. Οἱ ἀνθυπασπισταὶ εὔελπιδες Διὰ Β. Δ. διορίζονται ἀνθυπασπισταὶ εὐέλπιδες οἱ ἀποφοιτήσαντες τῆς Σχολῆς Εὐελπίδων κατὰ τὴν τρέχουσαν περίοδον. ΟΙ ΤΑΞΕΙΔΕΥΟΝΤΕΣ ΕΙΣ ΤΟ ΕΞΩΤΕΡΙΚΟΝ Τὸ Ὑπουργεῖον τῶν Ἐξωτερικῶν ἀνακοινοῖ ὅτι οἱ ταξιδεύοντες εἰς τὸ ἐξωτερικὸν ὀφείλουσι νὰ ἐφοδιάζωνται μὲ διαβατήρια θεωρημένα ὑπὸ τῆς Ἀστυνομίας καὶ τοῦ οἰκείου Προξενείου. Ἐν τούτοις ἡ Κυβέρνησις τῶν Μαξιμαλιστῶν δημοσιεύει τὰς μυστικὰς συνθήκας τῶν Συμμάχων, ἐνῷ οἱ πρεσβευταὶ τῶν Ἀγγλίας, Γαλλίας καὶ Ἰταλίας διεμαρτυρήθησαν ἐντόνως. Ἀναγγέλλεται ἐκ Πετρουπόλεως ὅτι αἱ ἐκλογαὶ διὰ τὴν Συντακτικὴν Συνέλευσιν διεξάγονται μετὰ μεγάλων δυσχερειῶν, ἐν πολλαῖς δὲ περιφερείαις ἀνεβλήθησαν. Αἱ γερμανικαὶ ἐφημερίδες χαιρετίζουν τὴν πρότασιν τῆς ἀνακωχῆς ὡς πρῶτον βῆμα πρὸς τὴν εἰρήνην εἰς τὸ Ἀνατολικὸν μέτωπον. ΠΑΡΙΣΙΟΙ, 25 Νοεμβρίου. (Ἀθ. Πρ.) Αἱ ἐφημερίδες σχολιάζουσαι τὴν κατάστασιν ἐν Ρωσσίᾳ ἐκφράζουσι τὴν πεποίθησιν ὅτι ὁ Ρωσσικὸς λαὸς δὲν θὰ ἀνεχθῇ ἐπὶ μακρὸν τὴν ταπεινωτικὴν ταύτην εἰρήνην. Ο ΕΠΙΟΠΤΗΣ ΤΗΣ ΗΛΕΚΤΡΙΚΗΣ Ἡ Διοίκησις τῆς Ἑταιρείας Ἠλεκτρικοῦ Φωτισμοῦ διώρισε νέον ἐπόπτην τῶν ἐγκαταστάσεων, ὅστις θὰ ἐπιληφθῇ τῆς βελτιώσεως τοῦ φωτισμοῦ τῶν ὁδῶν τῆς πόλεως. ΔΙΚΑΣΤΙΚΑ Τὸ Πλημμελειοδικεῖον Πειραιῶς ἐδίκασε χθὲς τὴν ὑπόθεσιν τῶν κατηγορουμένων ἐπὶ αἰσχροκερδείᾳ ἐμπόρων, καταδικάσαν αὐτοὺς εἰς φυλάκισιν καὶ χρηματικὴν ποινήν. Ἐπίσης ἐδικάσθη ἡ ὑπόθεσις κλοπῆς ἐμπορευμάτων ἐκ τῶν ἀποθηκῶν τοῦ Τελωνείου, ὁ δὲ κατηγορούμενος κατεδικάσθη εἰς ἑξάμηνον φυλάκισιν. Τὸ Ἐφετεῖον Ἀθηνῶν ἀπέρριψε τὴν ἔφεσιν τῶν ἐναγόντων κατὰ τῆς Ναυτιλιακῆς Ἑταιρείας ἐπὶ τῇ ἀπωλείᾳ φορτίου. ΝΑΥΤΙΚΑΙ ΜΕΤΑΒΟΛΑΙ Διὰ Β. Δ. τίθενται εἰς διαθεσιμότητα οἱ ἀξιωματικοὶ τοῦ Β. Ναυτικοῦ οἱ ἀποσπασμένοι εἰς τὴν Ὑπηρεσίαν Λιμένων, μετατίθενται δὲ εἰς τὸν Ναύσταθμον Σαλαμῖνος οἱ κάτωθι. Προάγονται εἰς ὑποπλοιάρχους οἱ ἀνθυποπλοίαρχοι οἱ ἔχοντες τὰ νόμιμα προσόντα, διορίζονται δὲ κυβερνῆται τορπιλλοβόλων οἱ πλωτάρχαι. ΜΑΘΗΜΑΤΙΚΟΝ ΦΡΟΝΤΙΣΤΗΡΙΟΝ Α. ΤΣΙΔΗΜΙΓΚΡΑ ΥΦΑΣΜΑΤΑ ΟΛΟΜΑΛΛΑ Ζητοῦνται ἐργάτριαι γνωρίζουσαι τὴν ἐργασίαν τοῦ ὑφάσματος. Πληροφορίαι εἰς τὸ ἐργοστάσιον. ΝΕΑΙ ΘΕΡΑΠΕΙΑΙ Τελευταία θεραπεία ἐξεύρεσις τῶν ἀκριβῶν μεθόδων θεραπείας τῶν νοσημάτων τοῦ δέρματος διὰ νέων ἠλεκτρικῶν μέσων. xyxy=(589,30,1042,2299)
h-anthypasp: Οἱ ἀνθυπασπισταὶ εὔελπιδες xyxy=(616,1332,801,1345)
efxaristirion-heading: ΕΥΧΑΡΙΣΤΗΡΙΟΝ xyxy=(390,324,527,341)
oikonomou-sub: Δερματικὰ-Ἀφροδίσια καὶ Γυναικολογικά xyxy=(1303,1203,1570,1217)
dilosis2-heading: ΔΗΛΩΣΙΣ xyxy=(421,58,496,74)
column-4: Ἀποδίδονται εἰς ἀρχαιότητας μηχανικοί. Α. Βλάχος, Θ. Φάβρης, Νικ. Χρυσοχέρης καὶ Μ. Καρατζόγλου, οἱ προβληθέντες ἐπαγγελματικῶς ἀπὸ τῆς ἐνάρξεως τοῦ πολέμου. Διορίζονται μηχανικοὶ Γ' τάξεως οἱ δόκιμοι μηχανικοὶ οἱ ἐκτελέσαντες τὴν νόμιμον ὑπηρεσίαν ἐπὶ πολεμικῶν πλοίων. Ἐπίσης ἀπολύονται τῆς ὑπηρεσίας οἱ ὑποβαλόντες παραίτησιν. Προάγονται εἰς ὑπομηχανικοὺς οἱ κάτωθι: Γ. Νικολάου, Δ. Παπαδόπουλος, Ι. Κωνσταντίνου καὶ Σ. Ἀλεξίου, ἐξ ὧν ὁ πρῶτος ἀποσπᾶται εἰς τὸν Ναύσταθμον. Ἀποδίδονται εἰς τοὺς ἐργοστασιάρχας μηχανικοὶ οἱ ἐγκαταλείψαντες τὰς θέσεις των πρὸ τῆς ἐπιστρατεύσεως. ΔΙΑΛΕΞΕΙΣ "ΟΛΥΜΠΙΩΝ" Ἡ διάλεξις τοῦ κ. Γ. Σωτηριάδου, ἥτις ἐπρόκειτο νὰ γίνῃ σήμερον εἰς τὴν αἴθουσαν τοῦ Συλλόγου, ἀνεβλήθη διὰ τὴν προσεχῆ Κυριακήν. ΔΙΑΛΕΞΙΣ ΕΙΣ ΤΑΣ ΠΑΤΡΑΣ Ὁ ἰατρὸς κ. Ἀπ. Δοξιάδης ὡμίλησε εἰς τὴν αἴθουσαν τοῦ Παλλαϊκοῦ Συλλόγου ἐπὶ θεμάτων ὑγιεινῆς καὶ προστασίας τῆς παιδικῆς ἡλικίας, ἐνώπιον πολυπληθοῦς ἀκροατηρίου. Ἡ διάλεξις ἐγένετο εἰς ἐνίσχυσιν τοῦ ἀσύλου τῶν ἀπόρων παιδίων τῆς πόλεως. ΕΚΛΕΚΤΟΙ ΓΑΜΟΙ Ὁ κ. Α. Β. Ὀρλώφ καὶ ἡ δεσποινὶς Ἑλ. Χρυσοβέργη ἐτέλεσαν τοὺς γάμους των ἐν τῷ ναῷ τοῦ Ἁγίου Νικολάου. Παράνυμφος ὁ κ. Μ. Ἀλεξίου. ΚΟΙΝΩΝΙΚΑ Ἀνεχώρησεν διὰ Κέρκυραν ὁ βουλευτὴς κ. Στέφανος Δραγούμης, ἐπιστρέψας ἐκ Γαλλίας. Ἐπέστρεψεν ἐκ Θεσσαλονίκης ὁ ἔμπορος κ. Ἀλέξ. Μαυροκορδᾶτος. Ἐστέφθησαν ἐν Πειραιεῖ ὁ κ. Δ. Μακρῆς καὶ ἡ δεσποινὶς Ἀθηνᾶ Καλλιγᾶ. Εὐχόμεθα βίον ἀνθόσπαρτον. Ὁ ἐπιστήμων ἰατρὸς κ. Γ. Γεωργιάδης δέχεται ἐν τῷ ἰατρείῳ του καθ' ἑκάστην 3-5 μ. μ. Ζητεῖται νεᾶνις δυναμένη νὰ ἀναλάβῃ τὴν διδασκαλίαν παιδίων. Πληροφορίαι παρὰ τῷ γραφείῳ μας. Ὁ μαιευτὴρ-γυναικολόγος κ. Μ. Νεγρεπόντης ἐπανῆλθεν ἐκ Παρισίων καὶ δέχεται εἰς τὸ ἰατρεῖόν του. Ὁ ὀδοντίατρος κ. Κ. Κοσσάρας ἐγκατεστάθη ὁριστικῶς ἐν Πειραιεῖ, ὁδὸς Σωκράτους. Ἀπεβίωσε χθὲς ὁ ἔμπορος Ι. Πανταζῆς. Ἡ κηδεία του ἐγένετο σήμερον. ΥΔΡΟΘΕΡΑΠΕΙΑΙ Ἐπί τῆς ὁδοῦ Πειραιῶς λειτουργεῖ ἐγκατάστασις λουτρῶν καὶ ὑδροθεραπείας μὲ πλήρη ἐξοπλισμόν. Πωλεῖται οἰκία ἐν Πασαλιμανίῳ μετὰ κήπου. Πληροφορίαι εἰς τὸ γραφεῖον τοῦ κ. Νικολάου. Ἡ Ἑταιρεία ἀναλαμβάνει κατασκευὴν μηχανημάτων καὶ ἐπισκευὰς ἀτμοπλοίων. xyxy=(1042,30,1297,2299)
kinisis-title1: Η ΧΘΕΣΙΝΗ xyxy=(1328,44,1545,138)
proklisis-heading: Πρόσκλησις xyxy=(419,982,498,996)
anchor-icon: ⚓ xyxy=(431,1326,486,1377)
h-diaskepseis-patras: ΔΙΑΛΕΞΙΣ ΕΙΣ ΤΑΣ ΠΑΤΡΑΣ xyxy=(1061,378,1277,395)
h-neai: ΝΕΑΙ ΘΕΡΑΠΕΙΑΙ xyxy=(844,1522,1033,1583)
h-ekl: ΕΚΛΕΚΤΟΙ ΓΑΜΟΙ xyxy=(1096,513,1242,530)
pronoia-name: ΔΑΝΟΣ & Σ xyxy=(401,1432,516,1454)
h-naftikai: ΝΑΥΤΙΚΑΙ ΜΕΤΑΒΟΛΑΙ xyxy=(866,1103,1010,1148)
pronoia-bank: ΤΡΑΠΕΖΙΤΗΣ: Η ΛΑΪΚΗ ΤΡΑΠΕΖΑ xyxy=(352,1479,565,1493)
h-yfasmata: ΥΦΑΣΜΑΤΑ ΟΛΟΜΑΛΛΑ xyxy=(870,1401,1006,1446)
notice-oinematemporiki: Πρόσκλησις Γενικῆς ἐκτάκτου Συνελεύσεως «Ἀνωνύμου Ἑταιρείας Οἰνοματεμπορικῆς» xyxy=(36,796,322,824)
h-koinonika: ΚΟΙΝΩΝΙΚΑ xyxy=(1097,603,1241,625)
paper-name: ΕΜΠΡΟΣ xyxy=(740,2,866,20)
dateline-london: ΛΟΝΔΙΝΟΝ, 25 Νοεμβρίου. xyxy=(595,307,764,320)
laiki2-heading: ΛΑΪΚΗ ΤΡΑΠΕΖΑ xyxy=(390,574,527,590)
h-mathimatikon: ΜΑΘΗΜΑΤΙΚΟΝ ΦΡΟΝΤΙΣΤΗΡΙΟΝ xyxy=(883,1335,994,1361)
date-nov26: Ἐν Πειραιεῖ τῇ 26 Νοεμβρίου 1917. xyxy=(36,751,235,765)
soma-heading: Α' ΣΩΜΑ ΣΤΡΑΤΟΥ xyxy=(384,36,533,52)
oikonomou-addr: 32— Ὁδὸς Νικοκοδήμου — 32 xyxy=(1344,1216,1529,1230)
sign-eforos: Ὁ Διευθυντὴς Τ. ΡΕΝΤΖΑΣ xyxy=(383,1066,534,1080)
h-pyrkagia: ΠΥΡΚΑΓΙΑ ΤΟΥ ΥΠΟΥΡΓΕΙΟΥ xyxy=(1303,263,1485,277)
signature-samaras: ΚΩΝΣΤΑΝΤΙΝΟΣ ΣΑΜΑΡΑΣ xyxy=(94,1293,264,1307)
naftikon2-heading: ΝΑΥΤΙΚΟΝ ΓΡΑΦΕΙΟΝ ΙΩΑΝΝΟΥ ΣΚΟΠΕΛΙΤΟΥ xyxy=(363,1098,554,1131)
naftikon1-heading: ΤΟ ΝΑΥΤΙΚΟΝ ΓΡΑΦΕΙΟΝ xyxy=(355,650,562,667)
sells-text: ΠΩΛΕΙΤΑΙ κτῆμα ἐξ ἑκατὸ στρεμμάτων, ἐγγύτατα πρωτευούσης ἐπαρχιακῆς πόλεως, παρὰ τὸν σιδηρόδρομον. xyxy=(36,1360,322,1401)
graph-addr: Σταδίου 21 xyxy=(423,1632,494,1646)
h-eidopoiisis: ΕΙΔΟΠΟΙΗΣΙΣ xyxy=(1381,1050,1492,1067)
h-prosklisis-stratou: Ἡ προσέλευσις τῶν ἐφ. ἰατρῶν. xyxy=(606,1190,810,1204)
mathimatikon-name: Α. ΤΣΙΔΗΜΙΓΚΡΑ xyxy=(870,1366,1007,1383)
